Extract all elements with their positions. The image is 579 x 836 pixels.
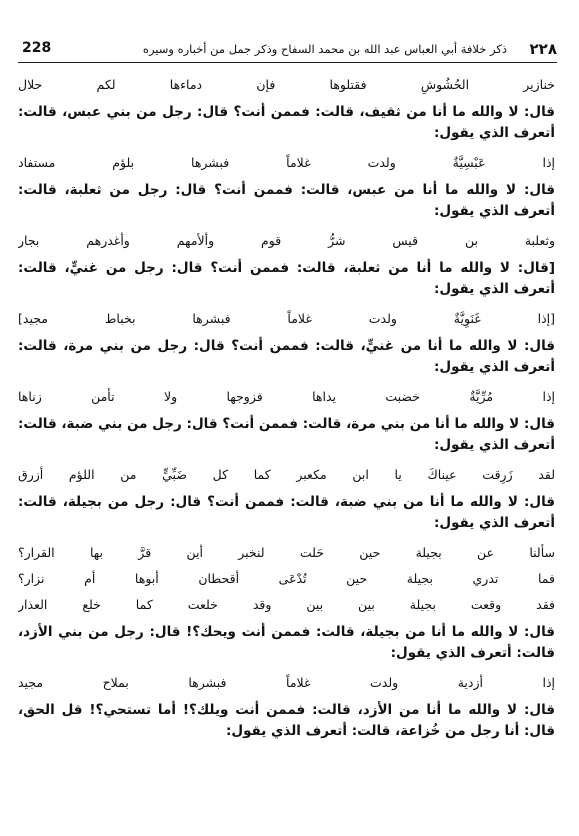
page-body xyxy=(18,70,555,748)
header-rule xyxy=(18,62,557,63)
verse-block xyxy=(18,150,555,176)
prose-paragraph: قال: لا والله ما أنا من بجيلة، قالت: فممن أنت ويحك؟! قال: رجل من بني الأزد، قالت: أتعرف الذي يقول: xyxy=(18,624,555,661)
verse-block xyxy=(18,670,555,696)
verse-line: إذا أزدية ولدت غلاماً فبشرها بملاح مجيد xyxy=(18,675,555,690)
verse-line: إذا مُرِّيَّةٌ خضبت يداها فزوجها ولا تأمن زناها xyxy=(18,389,555,404)
verse-block xyxy=(18,228,555,254)
verse-block xyxy=(18,540,555,618)
running-title: ذكر خلافة أبي العباس عبد الله بن محمد السفاح وذكر جمل من أخباره وسيره xyxy=(142,42,507,56)
prose-paragraph: قال: لا والله ما أنا من ثقيف، قالت: فممن أنت؟ قال: رجل من بني عبس، قالت: أتعرف الذي يقول: xyxy=(18,104,555,141)
page-header xyxy=(18,40,557,62)
verse-block xyxy=(18,384,555,410)
verse-line: فما تدري بجيلة حين تُدْعَى أقحطان أبوها أم نزار؟ xyxy=(18,571,555,586)
verse-block xyxy=(18,462,555,488)
verse-line: إذا عَبْسِيَّةٌ ولدت غلاماً فبشرها بلؤم مستفاد xyxy=(18,155,555,170)
prose-paragraph: قال: لا والله ما أنا من عبس، قالت: فممن أنت؟ قال: رجل من ثعلبة، قالت: أتعرف الذي يقول: xyxy=(18,182,555,219)
page-number-arabic: ٢٢٨ xyxy=(529,40,557,58)
verse-line: فقد وقعت بجيلة بين بين وقد خلعت كما خلع العذار xyxy=(18,597,555,612)
prose-paragraph: قال: لا والله ما أنا من بني ضبة، قالت: فممن أنت؟ قال: رجل من بجيلة، قالت: أتعرف الذي يقول: xyxy=(18,494,555,531)
verse-line: سألنا عن بجيلة حين حَلت لنخبر أين قرَّ بها القرار؟ xyxy=(18,545,555,560)
verse-line: لقد زَرِقت عيناكَ يا ابن مكعبر كما كل ضَبِّيٍّ من اللؤم أزرق xyxy=(18,467,555,482)
prose-paragraph: قال: لا والله ما أنا من بني مرة، قالت: فممن أنت؟ قال: رجل من بني ضبة، قالت: أتعرف الذي يقول: xyxy=(18,416,555,453)
verse-block xyxy=(18,72,555,98)
prose-paragraph: قال: لا والله ما أنا من الأزد، قالت: فممن أنت ويلك؟! أما تستحي؟! قل الحق، قال: أنا رجل من خُزاعة، قالت: أتعرف الذي يقول: xyxy=(18,702,555,739)
page-number: 228 xyxy=(22,40,52,56)
verse-block xyxy=(18,306,555,332)
prose-paragraph: [قال: لا والله ما أنا من ثعلبة، قالت: فممن أنت؟ قال: رجل من غنيٍّ، قالت: أتعرف الذي يقول: xyxy=(18,260,555,297)
verse-line: [إذا غَنَوِيَّةٌ ولدت غلاماً فبشرها بخباط مجيد] xyxy=(18,311,555,326)
verse-line: وثعلبة بن قيس شرُّ قوم وألأمهم وأغدرهم بجار xyxy=(18,233,555,248)
prose-paragraph: قال: لا والله ما أنا من غنيٍّ، قالت: فممن أنت؟ قال: رجل من بني مرة، قالت: أتعرف الذي يقول: xyxy=(18,338,555,375)
verse-line: خنازير الحُشُوشِ فقتلوها فإن دماءها لكم حلال xyxy=(18,77,555,92)
